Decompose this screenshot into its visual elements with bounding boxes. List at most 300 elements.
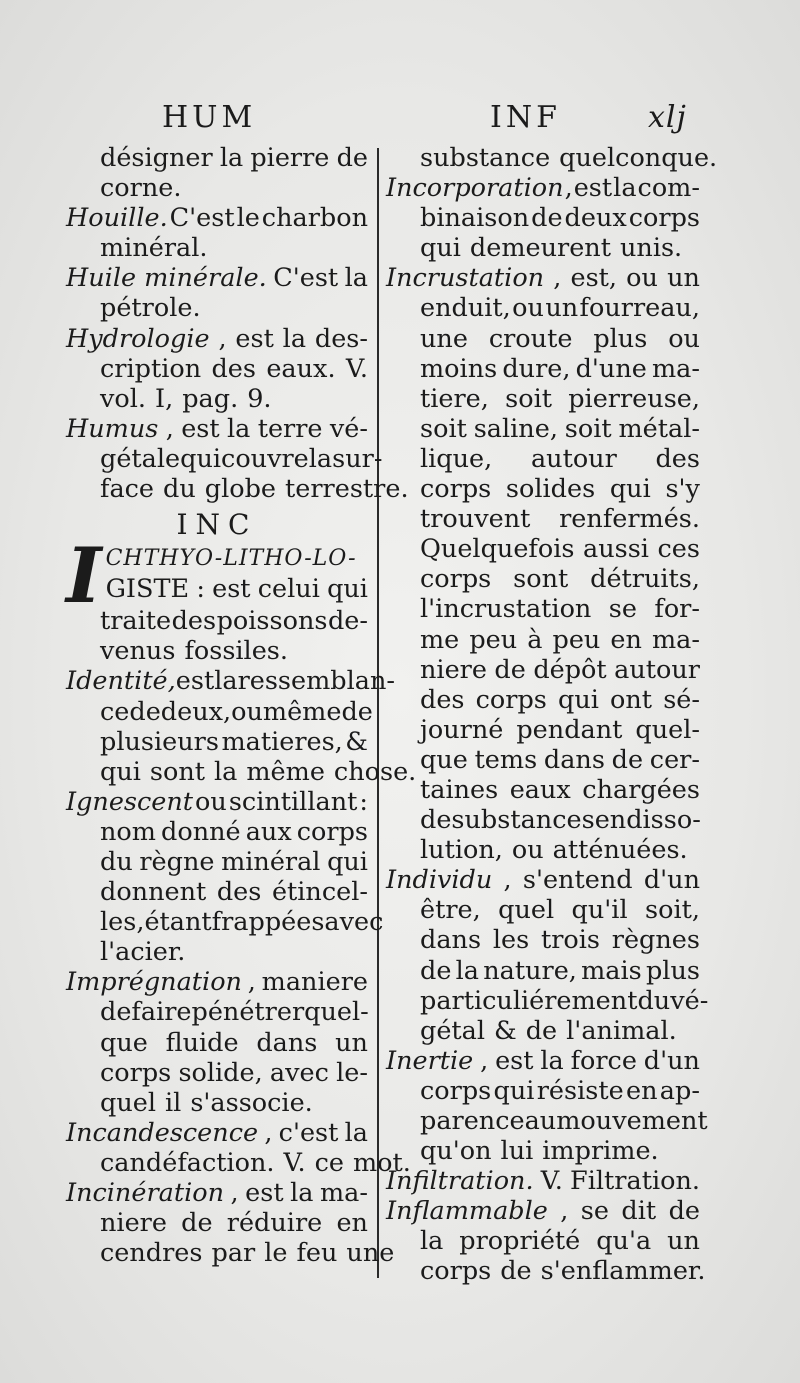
word: est, [570, 263, 618, 294]
word: pag. [182, 383, 239, 414]
word: particuliérement [420, 985, 638, 1016]
word: en [625, 1075, 658, 1106]
text-line [66, 354, 368, 384]
word: la [455, 955, 479, 986]
word: qui [327, 574, 368, 605]
header-right-word: INF [490, 100, 561, 135]
word: plus [645, 955, 700, 986]
dictionary-entry [66, 1178, 395, 1269]
word: s'y [665, 474, 700, 505]
word: est [235, 323, 274, 354]
word: s'enflammer. [540, 1256, 706, 1287]
word: corps [628, 203, 700, 234]
text-line [386, 1076, 700, 1106]
word: métal- [618, 413, 700, 444]
word: d'une [575, 353, 647, 384]
entry-term: Humus [66, 413, 159, 444]
word: ou [512, 293, 544, 324]
text-line [66, 877, 368, 907]
dictionary-entry [386, 865, 709, 1046]
word: même [262, 696, 342, 727]
word: , [218, 323, 227, 354]
word: qui [180, 443, 222, 474]
word: substance [420, 143, 551, 173]
text-line [386, 1196, 700, 1226]
word: fluide [165, 1027, 239, 1058]
text-line [66, 1118, 368, 1148]
word: la [613, 173, 637, 204]
text-line [386, 324, 700, 354]
text-line [66, 787, 368, 817]
text-line [386, 715, 700, 745]
word: réduire [226, 1208, 323, 1239]
word: saline, [473, 413, 558, 444]
entry-term: Incrustation [386, 263, 545, 294]
word: , [480, 1045, 489, 1076]
word: candéfaction. [100, 1147, 275, 1178]
word: vol. [100, 383, 147, 414]
word: un [667, 263, 700, 294]
word: eaux. [266, 353, 336, 384]
text-line [386, 444, 700, 474]
word: charbon [261, 203, 368, 234]
word: demeurent [469, 233, 611, 264]
word: une [346, 1238, 395, 1269]
word: le- [336, 1057, 368, 1088]
text-line [386, 895, 700, 925]
word: d'un [643, 1045, 700, 1076]
word: de [500, 1256, 532, 1287]
dictionary-entry [66, 967, 368, 1117]
word: : [359, 786, 368, 817]
word: qui [420, 233, 461, 264]
text-line [386, 384, 700, 414]
text-line [386, 835, 700, 865]
word: ressemblan- [237, 666, 396, 697]
word: la [308, 443, 333, 474]
dictionary-entry [66, 263, 368, 323]
word: ce [100, 696, 130, 727]
right-column [386, 143, 718, 1287]
text-line [66, 1147, 411, 1178]
word: fossiles. [184, 636, 288, 667]
word: face [100, 474, 155, 505]
column-rule [377, 148, 379, 1278]
word: V. [345, 353, 368, 384]
dictionary-entry [66, 143, 368, 203]
dictionary-entry [66, 1117, 411, 1178]
word: les [492, 925, 530, 956]
word: une [420, 323, 468, 354]
word: pénétrer [191, 997, 305, 1028]
word: dure, [502, 353, 571, 384]
word: V. [540, 1166, 563, 1197]
text-line [66, 967, 368, 997]
entry-term: Houille. [66, 203, 168, 234]
word: de [420, 955, 452, 986]
word: : [196, 574, 205, 605]
word: disso- [626, 805, 701, 836]
word: des [171, 606, 217, 637]
word: cer- [649, 744, 700, 775]
word: quel [498, 895, 555, 926]
word: règne [139, 846, 215, 877]
word: ap- [659, 1075, 700, 1106]
word: par [211, 1238, 256, 1269]
word: peu [469, 624, 518, 655]
word: ont [610, 684, 653, 715]
text-line [66, 203, 368, 233]
word: un [667, 1226, 700, 1257]
text-line [386, 354, 700, 384]
text-line [386, 504, 700, 534]
word: deux [564, 203, 627, 234]
word: la [214, 666, 238, 697]
word: solides [505, 474, 596, 505]
text-line [386, 865, 700, 895]
text-line [386, 534, 700, 564]
word: niere [420, 654, 487, 685]
word: corps [475, 684, 547, 715]
text-line [66, 384, 368, 414]
text-line [386, 414, 700, 444]
dictionary-entry [386, 1196, 706, 1287]
word: des [216, 877, 262, 908]
text-line [386, 1016, 700, 1046]
word: l'acier. [100, 937, 186, 968]
text-line [386, 685, 700, 715]
word: minéral [221, 846, 321, 877]
word: d'un [643, 865, 700, 896]
word: binaison [420, 203, 530, 234]
word: taines [420, 774, 499, 805]
word: maniere [261, 967, 368, 998]
word: traite [100, 606, 172, 637]
word: couvre [221, 443, 309, 474]
word: corps [420, 1256, 492, 1287]
word: tems [474, 744, 538, 775]
word: pierre [250, 143, 330, 173]
word: , [564, 173, 573, 204]
word: poissons [216, 606, 328, 637]
word: est [181, 413, 220, 444]
text-line [386, 1226, 700, 1256]
word: sont [513, 564, 569, 595]
entry-term: Huile minérale. [66, 263, 267, 294]
dictionary-entry [66, 413, 409, 505]
word: se [608, 594, 637, 625]
word: pendant [516, 714, 623, 745]
word: eaux [509, 774, 571, 805]
dictionary-entry [386, 1045, 708, 1167]
word: qu'a [596, 1226, 652, 1257]
word: de [531, 203, 563, 234]
word: détruits, [590, 564, 700, 595]
text-line [66, 1178, 368, 1208]
dictionary-entry [386, 143, 718, 173]
word: avec [269, 1057, 329, 1088]
word: que [100, 1027, 148, 1058]
word: feu [296, 1238, 338, 1269]
text-line [386, 1256, 706, 1287]
word: de [611, 744, 644, 775]
word: ce [314, 1147, 344, 1178]
text-line [66, 1088, 368, 1118]
text-line [66, 263, 368, 293]
word: des [420, 684, 465, 715]
word: est [212, 574, 251, 605]
word: de [494, 654, 526, 685]
text-line [66, 817, 368, 847]
dictionary-entry [66, 324, 368, 414]
word: deux, [160, 696, 232, 727]
entry-term: Inflammable [386, 1196, 548, 1227]
word: dit [621, 1196, 657, 1227]
word: com- [637, 173, 700, 204]
word: s'associe. [190, 1087, 313, 1118]
word: de [181, 1208, 213, 1239]
word: plusieurs [100, 726, 219, 757]
word: se [580, 1196, 609, 1227]
text-line [66, 1028, 368, 1058]
word: corps [100, 1057, 172, 1088]
left-column [66, 143, 417, 1269]
dictionary-entry [386, 1166, 700, 1196]
word: trouvent [420, 504, 531, 535]
text-line [66, 606, 368, 636]
word: me [420, 624, 460, 655]
word: celui [257, 574, 320, 605]
word: vé- [670, 985, 709, 1016]
word: aussi [583, 534, 649, 565]
entry-term: Infiltration. [386, 1166, 534, 1197]
text-line [386, 925, 700, 955]
word: chose. [333, 756, 417, 787]
word: parence [420, 1106, 525, 1136]
word: c'est [278, 1117, 339, 1148]
word: cendres [100, 1238, 203, 1269]
word: chargées [582, 774, 700, 805]
text-line [386, 263, 700, 293]
text-line [66, 474, 409, 505]
word: est [245, 1178, 284, 1208]
word: ma- [652, 353, 700, 384]
word: la [214, 756, 238, 787]
text-line [106, 574, 368, 604]
word: mouvement [556, 1106, 708, 1136]
dictionary-entry [66, 203, 368, 263]
word: les, [100, 907, 145, 938]
entry-term: Incinération [66, 1178, 225, 1208]
drop-cap-letter: I [66, 531, 102, 621]
word: qui [100, 756, 141, 787]
word: & [345, 726, 368, 757]
word: quel- [635, 714, 700, 745]
entry-term: Ignescent [66, 786, 194, 817]
word: soit [505, 383, 552, 414]
word: autour [530, 443, 617, 474]
word: quel [100, 1087, 156, 1118]
word: sont [149, 756, 206, 787]
word: ou [668, 323, 700, 354]
word: & [494, 1015, 517, 1046]
word: dans [420, 925, 482, 956]
word: pétrole. [100, 293, 201, 324]
word: le [236, 203, 260, 234]
word: fourreau, [579, 293, 700, 324]
word: Filtration. [570, 1166, 700, 1197]
text-line [386, 594, 700, 624]
word: du [100, 846, 133, 877]
word: dans [256, 1027, 318, 1058]
word: croute [488, 323, 573, 354]
word: I, [155, 383, 174, 414]
word: sé- [663, 684, 700, 715]
word: qui [609, 474, 651, 505]
word: soit, [645, 895, 700, 926]
word: donnent [100, 877, 207, 908]
word: la [226, 413, 251, 444]
word: ma- [320, 1178, 368, 1208]
word: pierreuse, [568, 383, 700, 414]
word: la [420, 1226, 444, 1257]
text-line [386, 1106, 708, 1136]
word: le [264, 1238, 288, 1269]
text-line [66, 727, 368, 757]
text-line [66, 324, 368, 354]
word: dépôt [533, 654, 607, 685]
text-line [386, 474, 700, 504]
word: de [341, 696, 373, 727]
word: qu'il [571, 895, 628, 926]
word: s'entend [522, 865, 633, 896]
word: la [344, 263, 368, 294]
entry-term: Incorporation [386, 173, 564, 204]
word: nature, [483, 955, 577, 986]
word: frappées [211, 907, 325, 938]
word: des [655, 443, 700, 474]
word: peu [552, 624, 601, 655]
word: vé- [329, 413, 368, 444]
word: des [211, 353, 256, 384]
text-line [386, 985, 709, 1016]
word: , [230, 1178, 239, 1208]
word: résiste [536, 1075, 624, 1106]
word: ma- [652, 624, 700, 655]
word: , [503, 865, 512, 896]
text-line [386, 745, 700, 775]
word: un [545, 293, 579, 324]
word: dans [543, 744, 605, 775]
word: règnes [611, 925, 700, 956]
word: terre [257, 413, 323, 444]
word: qui [327, 846, 368, 877]
word: donné [161, 816, 241, 847]
word: globe [204, 474, 277, 505]
word: unis. [619, 233, 683, 264]
text-line [386, 173, 700, 203]
word: quelconque. [559, 143, 718, 173]
word: de [525, 1015, 558, 1046]
text-line [66, 414, 368, 444]
word: tiere, [420, 383, 489, 414]
entry-term: Incandescence [66, 1117, 259, 1148]
word: minéral. [100, 233, 208, 264]
word: l'incrustation [420, 594, 592, 625]
word: nom [100, 816, 156, 847]
word: du [637, 985, 671, 1016]
word: , [560, 1196, 569, 1227]
word: de [100, 997, 132, 1028]
text-line [66, 1058, 368, 1088]
word: plus [593, 323, 648, 354]
word: venus [100, 636, 176, 667]
word: journé [420, 714, 504, 745]
word: corne. [100, 173, 182, 204]
word: étant [144, 907, 212, 938]
word: qui [493, 1075, 535, 1106]
text-line [386, 1136, 700, 1166]
text-line [66, 756, 417, 787]
word: un [335, 1027, 368, 1058]
word: en [610, 624, 642, 655]
text-line [66, 937, 368, 967]
word: Quelquefois [420, 534, 575, 565]
word: la [344, 1117, 368, 1148]
word: ces [657, 534, 700, 565]
word: de [129, 696, 161, 727]
word: force [570, 1045, 637, 1076]
word: en [594, 805, 627, 836]
word: autour [614, 654, 700, 685]
word: soit [564, 413, 612, 444]
entry-term: Identité, [66, 666, 176, 697]
word: est [495, 1045, 534, 1076]
word: la [282, 323, 307, 354]
text-line [386, 625, 700, 655]
dictionary-entry [386, 263, 700, 865]
text-line [386, 775, 700, 805]
text-line [106, 544, 368, 574]
word: corps [420, 1075, 492, 1106]
word: for- [654, 594, 700, 625]
text-line [66, 636, 368, 666]
word: de [420, 805, 452, 836]
word: mais [581, 955, 642, 986]
word: matieres, [221, 726, 343, 757]
text-line [386, 293, 700, 323]
word: propriété [459, 1226, 581, 1257]
word: du [163, 474, 196, 505]
word: niere [100, 1208, 167, 1239]
page-number: xlj [648, 100, 687, 135]
word: trois [540, 925, 600, 956]
word: étincel- [271, 877, 368, 908]
word: , [165, 413, 174, 444]
entry-term: Hydrologie [66, 323, 210, 354]
word: ou [195, 786, 227, 817]
word: terrestre. [285, 474, 409, 505]
running-header [0, 100, 800, 140]
word: enduit, [420, 293, 511, 324]
word: de- [327, 606, 368, 637]
text-line [66, 293, 368, 323]
word: , [264, 1117, 273, 1148]
word: ou [511, 835, 544, 866]
word: lui [500, 1136, 534, 1167]
text-line [66, 997, 368, 1027]
text-line [66, 1208, 368, 1238]
